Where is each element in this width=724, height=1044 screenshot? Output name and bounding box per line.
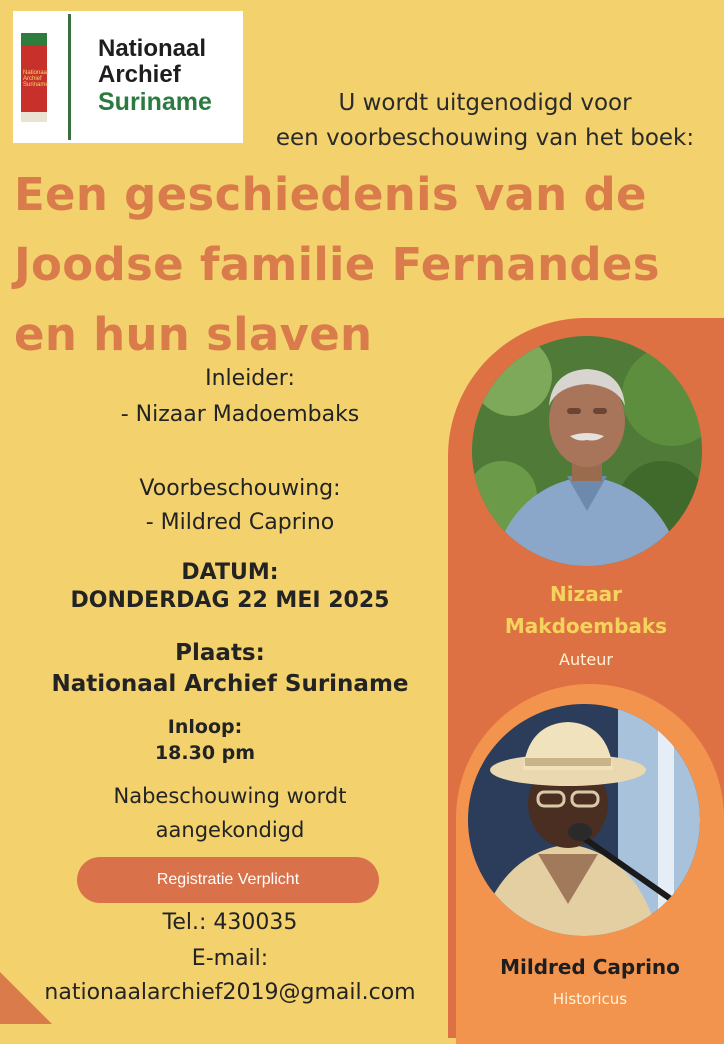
email-address[interactable]: nationaalarchief2019@gmail.com (44, 980, 416, 1005)
speaker1-name-line1: Nizaar (549, 582, 623, 606)
logo-text-line2: Archief (98, 61, 181, 88)
date-value: DONDERDAG 22 MEI 2025 (70, 588, 390, 613)
speaker2-photo (468, 704, 700, 936)
walk-in-time: 18.30 pm (154, 742, 256, 764)
logo-flag-bottom (21, 112, 47, 122)
registration-required-button[interactable]: Registratie Verplicht (77, 857, 379, 903)
speaker1-name (452, 578, 720, 642)
nabeschouwing-line2: aangekondigd (155, 818, 305, 842)
date-heading: DATUM: (181, 560, 279, 585)
corner-triangle (0, 972, 52, 1024)
invitation-line2: een voorbeschouwing van het boek: (275, 125, 695, 151)
speaker2-role: Historicus (552, 990, 628, 1008)
logo-flag-top (21, 33, 47, 45)
nabeschouwing-line1: Nabeschouwing wordt (113, 784, 347, 808)
speaker1-name-line2: Makdoembaks (504, 614, 668, 638)
logo-divider (68, 14, 71, 140)
invitation-text (260, 86, 710, 156)
book-title-line3: en hun slaven (14, 308, 373, 361)
logo-small-text: Nationaal Archief Suriname (23, 70, 49, 88)
speaker1-role: Auteur (559, 650, 613, 669)
inleider-name: - Nizaar Madoembaks (120, 402, 360, 427)
location-heading: Plaats: (175, 640, 265, 666)
speaker2-name: Mildred Caprino (500, 955, 680, 979)
speaker1-photo (472, 336, 702, 566)
voorbeschouwing-name: - Mildred Caprino (145, 510, 335, 535)
voorbeschouwing-heading: Voorbeschouwing: (139, 476, 341, 501)
book-title-line1: Een geschiedenis van de (14, 168, 647, 221)
email-heading: E-mail: (191, 946, 269, 971)
logo-text-line3: Suriname (98, 88, 212, 116)
phone-number: Tel.: 430035 (162, 910, 298, 935)
book-title-line2: Joodse familie Fernandes (14, 238, 660, 291)
location-value: Nationaal Archief Suriname (51, 671, 409, 697)
invitation-line1: U wordt uitgenodigd voor (338, 90, 632, 116)
walk-in-heading: Inloop: (167, 716, 243, 738)
inleider-heading: Inleider: (205, 366, 295, 391)
logo-text-line1: Nationaal (98, 35, 207, 62)
